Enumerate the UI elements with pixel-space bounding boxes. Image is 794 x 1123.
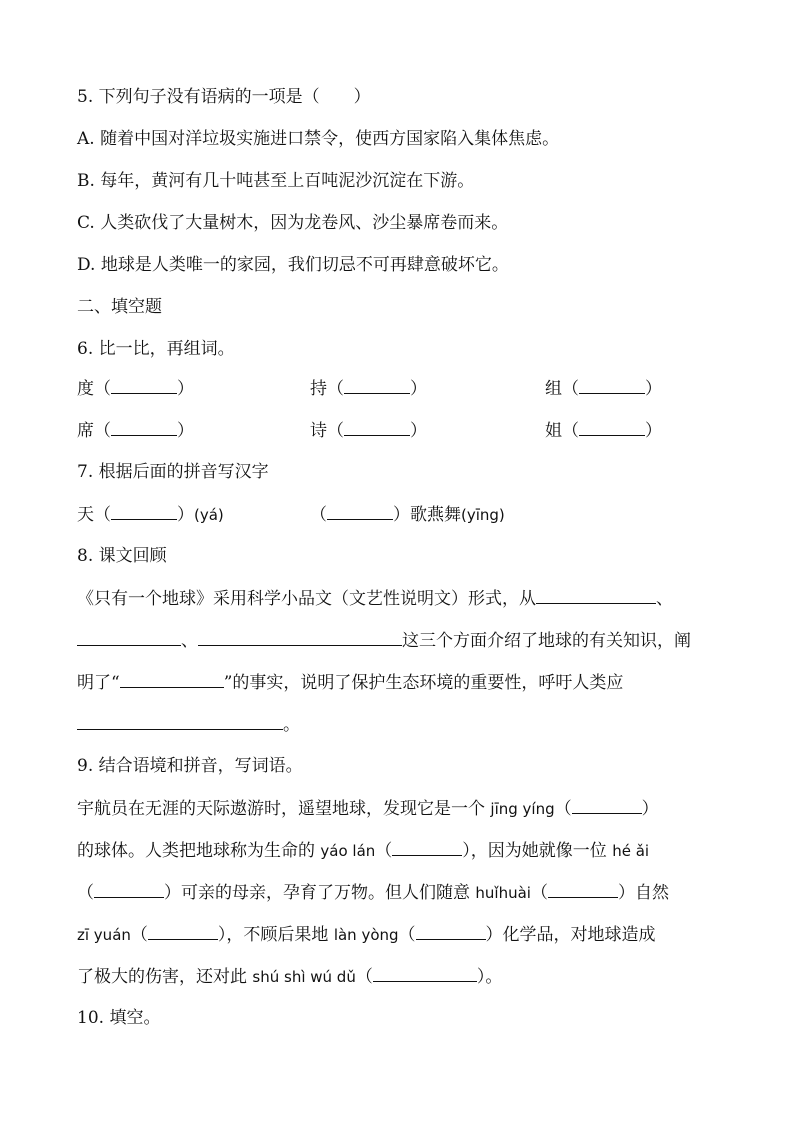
q9-line-1: 宇航员在无涯的天际遨游时，遥望地球，发现它是一个 jīng yíng（ ） bbox=[77, 795, 659, 821]
q5-stem: 5. 下列句子没有语病的一项是（ ） bbox=[77, 87, 371, 107]
answer-blank[interactable] bbox=[120, 669, 224, 688]
q5-option-c[interactable]: C. 人类砍伐了大量树木，因为龙卷风、沙尘暴席卷而来。 bbox=[77, 213, 509, 233]
answer-blank[interactable] bbox=[579, 375, 645, 394]
pinyin-hint: zī yuán bbox=[77, 926, 131, 944]
q7-items: 天（ ）(yá) （ ）歌燕舞(yīng) bbox=[77, 501, 717, 527]
q6-char: 诗 bbox=[310, 421, 327, 441]
answer-blank[interactable] bbox=[536, 585, 656, 604]
q5-option-b[interactable]: B. 每年，黄河有几十吨甚至上百吨泥沙沉淀在下游。 bbox=[77, 171, 475, 191]
q8-stem: 8. 课文回顾 bbox=[77, 546, 167, 566]
q6-char: 持 bbox=[310, 379, 327, 399]
answer-blank[interactable] bbox=[548, 879, 618, 898]
answer-blank[interactable] bbox=[198, 627, 402, 646]
q6-stem: 6. 比一比，再组词。 bbox=[77, 339, 235, 359]
answer-blank[interactable] bbox=[344, 375, 410, 394]
section-title: 二、填空题 bbox=[77, 297, 162, 317]
pinyin-hint: làn yòng bbox=[333, 926, 399, 944]
answer-blank[interactable] bbox=[111, 501, 177, 520]
q6-char: 度 bbox=[77, 379, 94, 399]
answer-blank[interactable] bbox=[392, 837, 462, 856]
q10-stem: 10. 填空。 bbox=[77, 1008, 161, 1028]
pinyin-hint: huǐhuài bbox=[475, 884, 531, 902]
q7-stem: 7. 根据后面的拼音写汉字 bbox=[77, 462, 269, 482]
answer-blank[interactable] bbox=[77, 627, 181, 646]
q9-line-3: （ ）可亲的母亲，孕育了万物。但人们随意 huǐhuài（ ）自然 bbox=[77, 879, 669, 905]
pinyin-hint: jīng yíng bbox=[490, 800, 555, 818]
q6-char: 组 bbox=[545, 379, 562, 399]
pinyin-hint: yáo lán bbox=[320, 842, 376, 860]
q8-line-4: 。 bbox=[77, 711, 300, 737]
q5-option-d[interactable]: D. 地球是人类唯一的家园，我们切忌不可再肆意破坏它。 bbox=[77, 255, 509, 275]
answer-blank[interactable] bbox=[579, 417, 645, 436]
q9-stem: 9. 结合语境和拼音，写词语。 bbox=[77, 756, 303, 776]
answer-blank[interactable] bbox=[344, 417, 410, 436]
answer-blank[interactable] bbox=[416, 921, 486, 940]
pinyin-hint: shú shì wú dǔ bbox=[252, 968, 356, 986]
q9-line-5: 了极大的伤害，还对此 shú shì wú dǔ（ ）。 bbox=[77, 963, 502, 989]
q8-line-2: 、 这三个方面介绍了地球的有关知识，阐 bbox=[77, 627, 691, 653]
answer-blank[interactable] bbox=[111, 417, 177, 436]
q6-char: 姐 bbox=[545, 421, 562, 441]
answer-blank[interactable] bbox=[94, 879, 164, 898]
q8-line-1: 《只有一个地球》采用科学小品文（文艺性说明文）形式，从 、 bbox=[77, 585, 673, 611]
answer-blank[interactable] bbox=[373, 963, 477, 982]
pinyin-hint: (yá) bbox=[194, 506, 224, 524]
answer-blank[interactable] bbox=[327, 501, 393, 520]
q9-line-4: zī yuán（ ），不顾后果地 làn yòng（ ）化学品，对地球造成 bbox=[77, 921, 656, 947]
answer-blank[interactable] bbox=[148, 921, 218, 940]
q6-row-1: 度（ ） 持（ ） 组（ ） bbox=[77, 375, 717, 401]
pinyin-hint: hé ǎi bbox=[612, 842, 650, 860]
answer-blank[interactable] bbox=[572, 795, 642, 814]
q9-line-2: 的球体。人类把地球称为生命的 yáo lán（ ），因为她就像一位 hé ǎi bbox=[77, 837, 649, 863]
answer-blank[interactable] bbox=[77, 711, 283, 730]
q6-char: 席 bbox=[77, 421, 94, 441]
q5-option-a[interactable]: A. 随着中国对洋垃圾实施进口禁令，使西方国家陷入集体焦虑。 bbox=[77, 129, 560, 149]
pinyin-hint: (yīng) bbox=[461, 506, 505, 524]
q8-line-3: 明了“ ”的事实，说明了保护生态环境的重要性，呼吁人类应 bbox=[77, 669, 623, 695]
q6-row-2: 席（ ） 诗（ ） 姐（ ） bbox=[77, 417, 717, 443]
answer-blank[interactable] bbox=[111, 375, 177, 394]
